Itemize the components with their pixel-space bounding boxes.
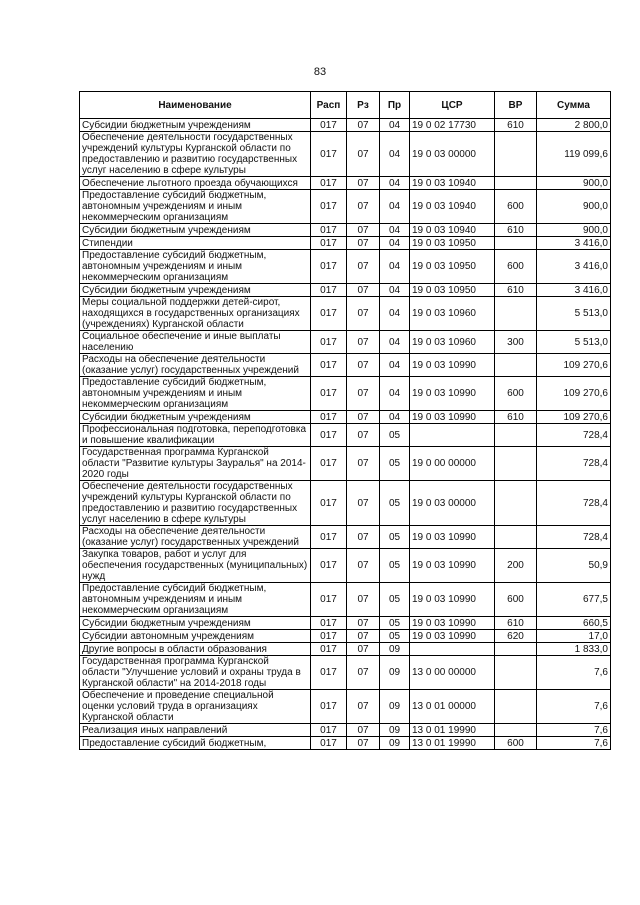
cell-csr: 19 0 03 10960 (410, 297, 495, 331)
cell-vr (495, 526, 537, 549)
cell-rasp: 017 (311, 481, 347, 526)
cell-rz: 07 (347, 297, 380, 331)
table-row (80, 237, 611, 250)
cell-rz: 07 (347, 737, 380, 750)
cell-rasp: 017 (311, 119, 347, 132)
table-row (80, 297, 611, 331)
cell-rasp: 017 (311, 630, 347, 643)
cell-rasp: 017 (311, 643, 347, 656)
cell-vr: 610 (495, 411, 537, 424)
cell-rz: 07 (347, 549, 380, 583)
cell-vr: 200 (495, 549, 537, 583)
table-row (80, 737, 611, 750)
cell-rasp: 017 (311, 224, 347, 237)
cell-name: Меры социальной поддержки детей-сирот, находящихся в государственных организациях (учреждениях) Курганской области (80, 297, 311, 331)
cell-vr: 600 (495, 583, 537, 617)
cell-rasp: 017 (311, 297, 347, 331)
table-row (80, 617, 611, 630)
cell-rz: 07 (347, 132, 380, 177)
cell-name: Расходы на обеспечение деятельности (оказание услуг) государственных учреждений (80, 526, 311, 549)
table-row (80, 331, 611, 354)
cell-name: Государственная программа Курганской области "Развитие культуры Зауралья" на 2014-2020 годы (80, 447, 311, 481)
table-row (80, 643, 611, 656)
cell-pr: 04 (380, 297, 410, 331)
cell-vr: 600 (495, 250, 537, 284)
cell-sum: 7,6 (537, 724, 611, 737)
cell-vr: 620 (495, 630, 537, 643)
cell-pr: 09 (380, 643, 410, 656)
cell-csr: 19 0 03 10990 (410, 526, 495, 549)
table-row (80, 190, 611, 224)
cell-pr: 04 (380, 411, 410, 424)
cell-rasp: 017 (311, 583, 347, 617)
cell-rasp: 017 (311, 549, 347, 583)
cell-csr: 19 0 03 10940 (410, 177, 495, 190)
cell-pr: 04 (380, 377, 410, 411)
cell-sum: 7,6 (537, 656, 611, 690)
cell-vr (495, 447, 537, 481)
cell-csr: 19 0 03 10990 (410, 411, 495, 424)
cell-vr (495, 297, 537, 331)
cell-csr: 13 0 01 00000 (410, 690, 495, 724)
cell-pr: 05 (380, 617, 410, 630)
cell-rz: 07 (347, 354, 380, 377)
cell-vr: 610 (495, 284, 537, 297)
cell-rasp: 017 (311, 250, 347, 284)
cell-pr: 04 (380, 190, 410, 224)
cell-pr: 05 (380, 583, 410, 617)
cell-rz: 07 (347, 481, 380, 526)
cell-sum: 900,0 (537, 224, 611, 237)
cell-vr: 610 (495, 224, 537, 237)
cell-rz: 07 (347, 250, 380, 284)
cell-rasp: 017 (311, 331, 347, 354)
cell-rz: 07 (347, 447, 380, 481)
cell-rz: 07 (347, 331, 380, 354)
table-row (80, 411, 611, 424)
cell-sum: 5 513,0 (537, 331, 611, 354)
cell-rasp: 017 (311, 411, 347, 424)
cell-name: Обеспечение деятельности государственных учреждений культуры Курганской области по предоставлению и развитию государственных услуг населению в сфере культуры (80, 481, 311, 526)
cell-name: Предоставление субсидий бюджетным, автономным учреждениям и иным некоммерческим организациям (80, 250, 311, 284)
cell-sum: 1 833,0 (537, 643, 611, 656)
cell-pr: 09 (380, 656, 410, 690)
cell-name: Обеспечение и проведение специальной оценки условий труда в организациях Курганской области (80, 690, 311, 724)
table-row (80, 549, 611, 583)
cell-sum: 900,0 (537, 190, 611, 224)
cell-pr: 09 (380, 690, 410, 724)
cell-vr: 610 (495, 617, 537, 630)
cell-csr: 19 0 03 10960 (410, 331, 495, 354)
header-vr: ВР (495, 92, 537, 119)
table-row (80, 630, 611, 643)
table-row (80, 481, 611, 526)
cell-vr (495, 690, 537, 724)
cell-pr: 04 (380, 224, 410, 237)
cell-rz: 07 (347, 583, 380, 617)
cell-csr: 19 0 03 10940 (410, 224, 495, 237)
cell-vr (495, 177, 537, 190)
cell-rz: 07 (347, 284, 380, 297)
cell-vr: 610 (495, 119, 537, 132)
cell-rasp: 017 (311, 354, 347, 377)
cell-rz: 07 (347, 224, 380, 237)
cell-pr: 05 (380, 447, 410, 481)
cell-pr: 04 (380, 237, 410, 250)
cell-rasp: 017 (311, 447, 347, 481)
cell-vr (495, 424, 537, 447)
cell-csr: 19 0 03 10940 (410, 190, 495, 224)
cell-csr: 19 0 03 10950 (410, 284, 495, 297)
table-row (80, 224, 611, 237)
cell-sum: 3 416,0 (537, 237, 611, 250)
cell-vr: 600 (495, 377, 537, 411)
cell-rz: 07 (347, 411, 380, 424)
cell-pr: 04 (380, 177, 410, 190)
table-row (80, 656, 611, 690)
cell-vr: 600 (495, 737, 537, 750)
cell-sum: 109 270,6 (537, 411, 611, 424)
cell-rz: 07 (347, 424, 380, 447)
cell-rasp: 017 (311, 690, 347, 724)
cell-sum: 677,5 (537, 583, 611, 617)
cell-csr: 13 0 00 00000 (410, 656, 495, 690)
cell-name: Закупка товаров, работ и услуг для обеспечения государственных (муниципальных) нужд (80, 549, 311, 583)
cell-pr: 05 (380, 481, 410, 526)
cell-vr (495, 354, 537, 377)
cell-name: Стипендии (80, 237, 311, 250)
header-sum: Сумма (537, 92, 611, 119)
cell-name: Социальное обеспечение и иные выплаты населению (80, 331, 311, 354)
cell-name: Субсидии автономным учреждениям (80, 630, 311, 643)
header-rasp: Расп (311, 92, 347, 119)
cell-name: Субсидии бюджетным учреждениям (80, 119, 311, 132)
cell-pr: 09 (380, 724, 410, 737)
cell-rasp: 017 (311, 190, 347, 224)
cell-rz: 07 (347, 630, 380, 643)
table-row (80, 132, 611, 177)
cell-vr (495, 132, 537, 177)
cell-name: Предоставление субсидий бюджетным, автономным учреждениям и иным некоммерческим организациям (80, 583, 311, 617)
cell-name: Предоставление субсидий бюджетным, автономным учреждениям и иным некоммерческим организациям (80, 377, 311, 411)
cell-sum: 3 416,0 (537, 284, 611, 297)
cell-pr: 04 (380, 119, 410, 132)
cell-rz: 07 (347, 119, 380, 132)
cell-name: Профессиональная подготовка, переподготовка и повышение квалификации (80, 424, 311, 447)
cell-vr (495, 724, 537, 737)
cell-rz: 07 (347, 237, 380, 250)
table-row (80, 690, 611, 724)
cell-sum: 728,4 (537, 481, 611, 526)
cell-name: Субсидии бюджетным учреждениям (80, 224, 311, 237)
table-row (80, 424, 611, 447)
cell-sum: 5 513,0 (537, 297, 611, 331)
cell-rz: 07 (347, 377, 380, 411)
cell-name: Субсидии бюджетным учреждениям (80, 617, 311, 630)
header-name: Наименование (80, 92, 311, 119)
cell-vr (495, 656, 537, 690)
table-row (80, 377, 611, 411)
cell-rasp: 017 (311, 737, 347, 750)
cell-rasp: 017 (311, 617, 347, 630)
cell-rasp: 017 (311, 377, 347, 411)
cell-pr: 04 (380, 132, 410, 177)
cell-csr: 19 0 03 10990 (410, 354, 495, 377)
cell-vr (495, 643, 537, 656)
cell-csr: 19 0 03 10990 (410, 617, 495, 630)
cell-rz: 07 (347, 643, 380, 656)
table-row (80, 447, 611, 481)
cell-pr: 05 (380, 549, 410, 583)
cell-sum: 2 800,0 (537, 119, 611, 132)
cell-sum: 109 270,6 (537, 354, 611, 377)
cell-sum: 728,4 (537, 526, 611, 549)
cell-sum: 3 416,0 (537, 250, 611, 284)
cell-rz: 07 (347, 617, 380, 630)
cell-name: Другие вопросы в области образования (80, 643, 311, 656)
cell-vr: 600 (495, 190, 537, 224)
cell-sum: 109 270,6 (537, 377, 611, 411)
cell-sum: 7,6 (537, 737, 611, 750)
cell-rasp: 017 (311, 284, 347, 297)
table-row (80, 284, 611, 297)
cell-csr (410, 643, 495, 656)
table-body (80, 119, 611, 750)
cell-pr: 04 (380, 250, 410, 284)
cell-name: Расходы на обеспечение деятельности (оказание услуг) государственных учреждений (80, 354, 311, 377)
cell-rasp: 017 (311, 132, 347, 177)
cell-pr: 05 (380, 630, 410, 643)
cell-csr: 19 0 03 10990 (410, 549, 495, 583)
cell-vr (495, 237, 537, 250)
cell-sum: 119 099,6 (537, 132, 611, 177)
cell-sum: 7,6 (537, 690, 611, 724)
cell-pr: 05 (380, 424, 410, 447)
cell-rasp: 017 (311, 237, 347, 250)
table-row (80, 354, 611, 377)
budget-table (79, 91, 611, 750)
cell-pr: 09 (380, 737, 410, 750)
cell-sum: 728,4 (537, 424, 611, 447)
cell-name: Предоставление субсидий бюджетным, автономным учреждениям и иным некоммерческим организациям (80, 190, 311, 224)
cell-name: Предоставление субсидий бюджетным, (80, 737, 311, 750)
cell-name: Реализация иных направлений (80, 724, 311, 737)
cell-pr: 05 (380, 526, 410, 549)
cell-name: Обеспечение деятельности государственных учреждений культуры Курганской области по предоставлению и развитию государственных услуг населению в сфере культуры (80, 132, 311, 177)
header-pr: Пр (380, 92, 410, 119)
cell-rz: 07 (347, 526, 380, 549)
table-row (80, 724, 611, 737)
header-csr: ЦСР (410, 92, 495, 119)
table-header-row (80, 92, 611, 119)
cell-name: Обеспечение льготного проезда обучающихся (80, 177, 311, 190)
cell-csr: 19 0 03 10990 (410, 630, 495, 643)
cell-rasp: 017 (311, 724, 347, 737)
cell-name: Субсидии бюджетным учреждениям (80, 284, 311, 297)
cell-rz: 07 (347, 724, 380, 737)
table-row (80, 526, 611, 549)
cell-pr: 04 (380, 331, 410, 354)
header-rz: Рз (347, 92, 380, 119)
cell-rz: 07 (347, 177, 380, 190)
cell-rasp: 017 (311, 656, 347, 690)
cell-csr (410, 424, 495, 447)
cell-name: Субсидии бюджетным учреждениям (80, 411, 311, 424)
cell-rasp: 017 (311, 526, 347, 549)
cell-rz: 07 (347, 690, 380, 724)
cell-csr: 19 0 03 10990 (410, 583, 495, 617)
cell-name: Государственная программа Курганской области "Улучшение условий и охраны труда в Курганской области" на 2014-2018 годы (80, 656, 311, 690)
cell-sum: 17,0 (537, 630, 611, 643)
cell-csr: 19 0 03 00000 (410, 481, 495, 526)
cell-sum: 50,9 (537, 549, 611, 583)
cell-pr: 04 (380, 354, 410, 377)
cell-sum: 728,4 (537, 447, 611, 481)
cell-csr: 19 0 03 00000 (410, 132, 495, 177)
cell-vr (495, 481, 537, 526)
page-number: 83 (313, 66, 327, 78)
table-row (80, 583, 611, 617)
cell-pr: 04 (380, 284, 410, 297)
cell-vr: 300 (495, 331, 537, 354)
cell-sum: 660,5 (537, 617, 611, 630)
cell-rasp: 017 (311, 424, 347, 447)
cell-csr: 13 0 01 19990 (410, 724, 495, 737)
cell-csr: 19 0 02 17730 (410, 119, 495, 132)
cell-sum: 900,0 (537, 177, 611, 190)
cell-rz: 07 (347, 190, 380, 224)
cell-rz: 07 (347, 656, 380, 690)
cell-csr: 13 0 01 19990 (410, 737, 495, 750)
cell-csr: 19 0 03 10950 (410, 237, 495, 250)
table-row (80, 250, 611, 284)
cell-csr: 19 0 03 10990 (410, 377, 495, 411)
table-row (80, 119, 611, 132)
cell-csr: 19 0 00 00000 (410, 447, 495, 481)
table-row (80, 177, 611, 190)
cell-rasp: 017 (311, 177, 347, 190)
cell-csr: 19 0 03 10950 (410, 250, 495, 284)
